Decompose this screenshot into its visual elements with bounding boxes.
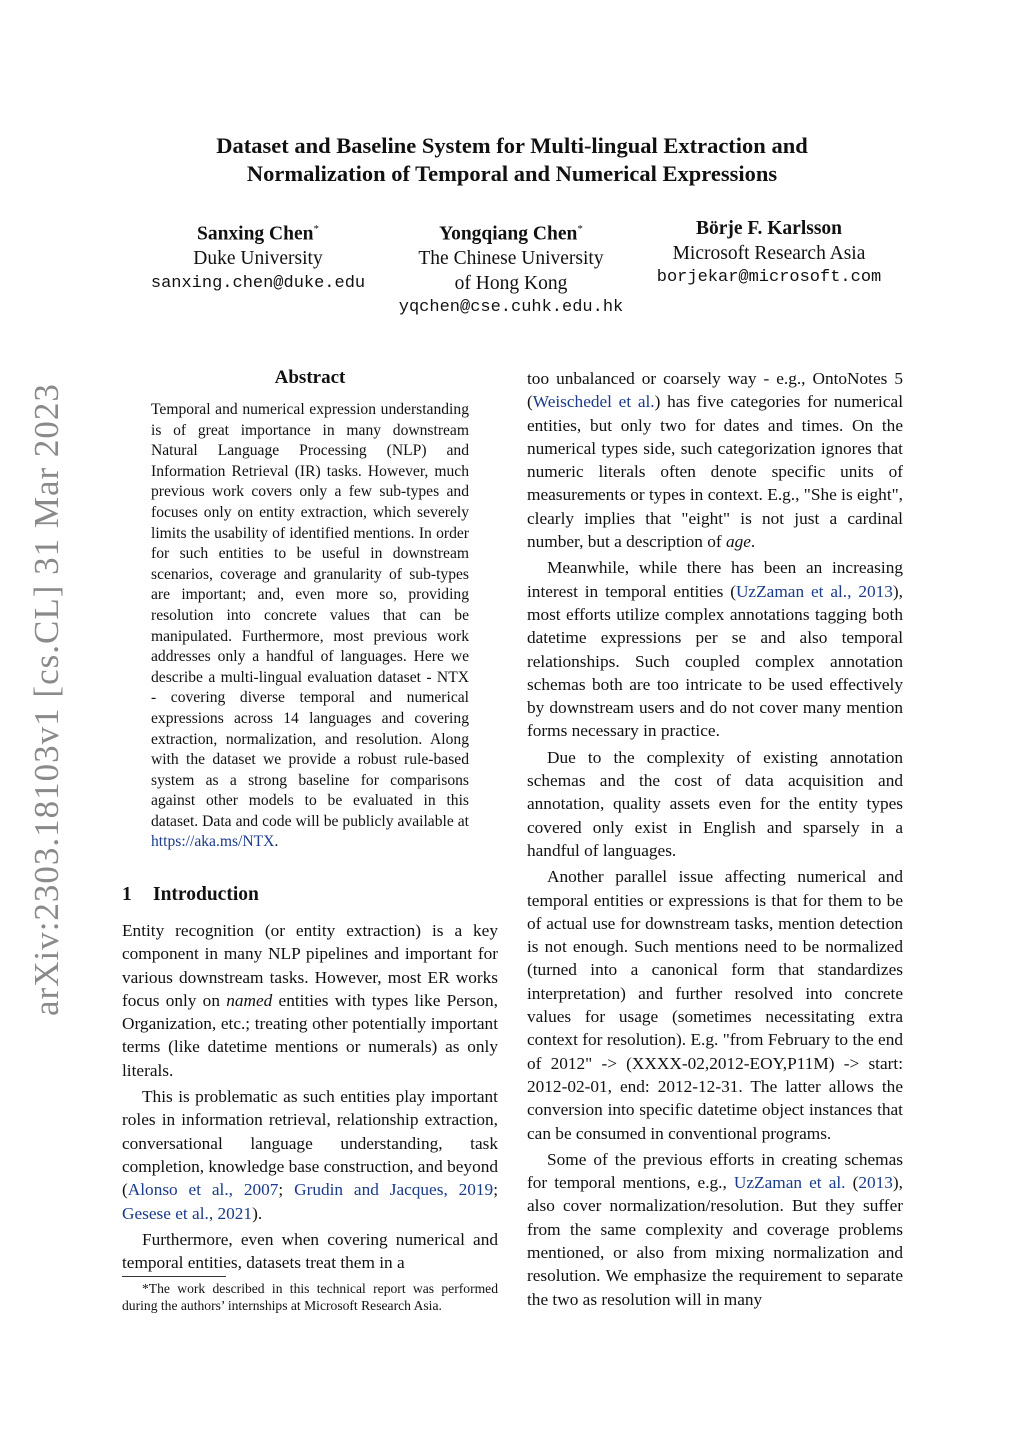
intro-paragraph-1 — [122, 919, 498, 1082]
text-run: Meanwhile, while there has been an increasing interest in temporal entities ( — [527, 558, 903, 601]
arxiv-identifier-stamp: arXiv:2303.18103v1 [cs.CL] 31 Mar 2023 — [27, 383, 66, 1016]
right-paragraph-3: Due to the complexity of existing annotation schemas and the cost of data acquisition and annotation, quality assets even for the entity types covered only exist in English and sparsely in a handful of languages. — [527, 747, 903, 860]
section-title: Introduction — [153, 884, 259, 905]
dataset-link[interactable]: https://aka.ms/NTX — [151, 833, 275, 851]
section-heading-introduction — [122, 884, 502, 906]
emphasis-age: age — [725, 532, 751, 552]
paper-title-line-2: Normalization of Temporal and Numerical Expressions — [246, 161, 778, 186]
author-affiliation-line-2: of Hong Kong — [454, 272, 568, 294]
text-run: too unbalanced or coarsely way - e.g., OntoNotes 5 ( — [527, 369, 903, 412]
author-block-2 — [397, 217, 625, 321]
author-email[interactable]: sanxing.chen@duke.edu — [150, 273, 366, 293]
citation-grudin[interactable]: Grudin and Jacques, 2019 — [294, 1180, 494, 1200]
text-run: This is problematic as such entities play important roles in information retrieval, relationship extraction, conversational language understanding, task completion, knowledge base construction, and beyond ( — [122, 1087, 498, 1200]
abstract-period: . — [274, 833, 279, 851]
text-run: . — [750, 532, 756, 552]
author-block-1 — [145, 217, 371, 296]
footnote-divider — [122, 1276, 226, 1277]
equal-contribution-mark: * — [577, 223, 583, 235]
text-run: Some of the previous efforts in creating schemas for temporal mentions, e.g., — [527, 1149, 903, 1193]
author-affiliation: The Chinese University — [418, 248, 604, 269]
right-column-body — [527, 367, 903, 1311]
citation-separator: ; — [493, 1180, 499, 1200]
paper-title-line-1: Dataset and Baseline System for Multi-lingual Extraction and — [216, 133, 808, 158]
intro-paragraph-3: Furthermore, even when covering numerical and temporal entities, datasets treat them in a — [122, 1229, 498, 1273]
text-run: entities with types like Person, Organization, etc.; treating other potentially important terms (like datetime mentions or numerals) as only literals. — [122, 990, 498, 1080]
footnote: *The work described in this technical report was performed during the authors’ internships at Microsoft Research Asia. — [122, 1281, 498, 1313]
author-name: Sanxing Chen — [196, 223, 314, 245]
right-paragraph-4: Another parallel issue affecting numerical and temporal entities or expressions is that for them to be of actual use for downstream tasks, mention detection is not enough. Such mentions need to be normalized (turned into a canonical form that standardizes interpretation) and further resolved into concrete values for usage (sometimes necessitating extra context for resolution). E.g. "from February to the end of 2012" -> (XXXX-02,2012-EOY,P11M) -> start: 2012-02-01, end: 2012-12-31. The latter allows the conversion into specific datetime object instances that can be consumed in conventional programs. — [527, 867, 903, 1143]
author-name: Börje F. Karlsson — [695, 218, 843, 239]
intro-paragraph-2 — [122, 1085, 498, 1225]
citation-weischedel[interactable]: Weischedel et al. — [532, 392, 655, 412]
text-run: ), also cover normalization/resolution. But they suffer from the same complexity and coverage problems mentioned, or also from mixing normalization and resolution. We emphasize the requirement to separate the two as resolution will in many — [527, 1173, 903, 1309]
citation-uzzaman[interactable]: UzZaman et al., 2013 — [735, 581, 893, 601]
text-run: ). — [252, 1203, 263, 1223]
text-run: ), most efforts utilize complex annotations tagging both datetime expressions per se and also temporal relationships. Such coupled complex annotation schemas both are too intricate to be used effectively by downstream users and do not cover many mention forms necessary in practice. — [527, 581, 903, 741]
abstract-text — [151, 400, 469, 853]
text-run: Entity recognition (or entity extraction) is a key component in many NLP pipelines and important for various downstream tasks. However, most ER works focus only on — [122, 921, 498, 1010]
emphasis-named: named — [226, 990, 273, 1010]
citation-alonso[interactable]: Alonso et al., 2007 — [127, 1180, 279, 1200]
text-run: ) has five categories for numerical entities, but only two for dates and times. On the numerical types side, such categorization ignores that numeric literals often denote specific units of measurements or types in context. E.g., "She is eight", clearly implies that "eight" is not just a cardinal number, but a description of — [527, 392, 904, 552]
abstract-paragraph: Temporal and numerical expression understanding is of great importance in many downstream Natural Language Processing (NLP) and Information Retrieval (IR) tasks. However, much previous work covers only a few sub-types and focuses only on entity extraction, which severely limits the usability of identified mentions. In order for such entities to be useful in downstream scenarios, coverage and granularity of sub-types are important; and, even more so, providing resolution into concrete values that can be manipulated. Furthermore, most previous work addresses only a handful of languages. Here we describe a multi-lingual evaluation dataset - NTX - covering diverse temporal and numerical expressions across 14 languages and covering extraction, normalization, and resolution. Along with the dataset we provide a robust rule-based system as a strong baseline for comparisons against other models to be evaluated in this dataset. Data and code will be publicly available at — [151, 401, 469, 830]
right-paragraph-1 — [527, 367, 903, 553]
citation-separator: ; — [278, 1180, 295, 1200]
author-affiliation: Microsoft Research Asia — [672, 242, 866, 264]
paper-title — [150, 132, 874, 188]
author-affiliation: Duke University — [193, 248, 323, 269]
right-paragraph-5 — [527, 1148, 903, 1311]
citation-gesese[interactable]: Gesese et al., 2021 — [122, 1203, 253, 1223]
author-email[interactable]: borjekar@microsoft.com — [656, 268, 882, 287]
right-paragraph-2 — [527, 556, 903, 742]
left-column-body — [122, 919, 498, 1274]
citation-uzzaman-year[interactable]: 2013 — [858, 1173, 893, 1193]
author-email[interactable]: yqchen@cse.cuhk.edu.hk — [398, 298, 624, 317]
citation-uzzaman-author[interactable]: UzZaman et al. — [733, 1173, 846, 1193]
abstract-heading: Abstract — [274, 367, 346, 388]
author-name: Yongqiang Chen — [439, 223, 578, 245]
section-number: 1 — [122, 884, 132, 905]
author-block-3 — [650, 217, 888, 291]
equal-contribution-mark: * — [313, 223, 319, 235]
citation-separator: ( — [845, 1173, 859, 1193]
